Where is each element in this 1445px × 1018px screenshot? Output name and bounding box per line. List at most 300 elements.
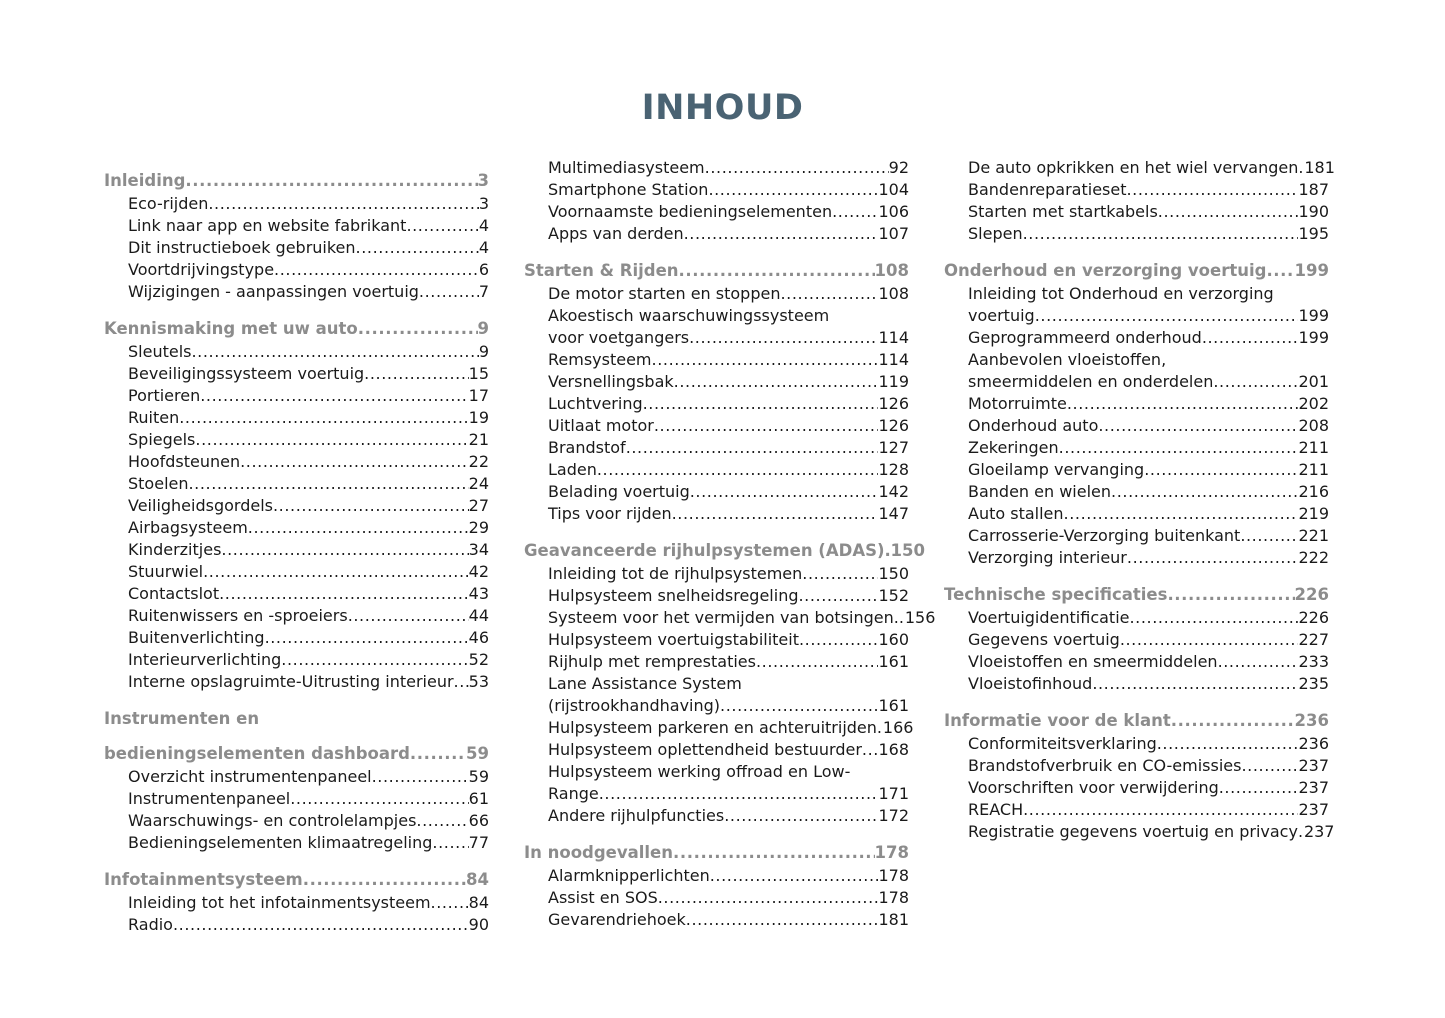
toc-entry[interactable] bbox=[104, 363, 489, 385]
toc-entry[interactable] bbox=[104, 215, 489, 237]
toc-entry[interactable] bbox=[524, 563, 909, 585]
dot-leader bbox=[240, 451, 469, 473]
entry-page-number: 199 bbox=[1298, 306, 1329, 325]
toc-entry[interactable] bbox=[944, 179, 1329, 201]
toc-entry[interactable] bbox=[524, 585, 909, 607]
toc-entry[interactable] bbox=[524, 887, 909, 909]
toc-entry[interactable] bbox=[944, 459, 1329, 481]
section-title: Geavanceerde rijhulpsystemen (ADAS) bbox=[524, 541, 885, 560]
toc-continued-items bbox=[944, 157, 1335, 245]
entry-label: Systeem voor het vermijden van botsingen. bbox=[548, 608, 899, 627]
toc-entry[interactable] bbox=[524, 717, 914, 739]
toc-continued-items bbox=[524, 157, 909, 245]
dot-leader bbox=[358, 319, 478, 338]
section-page-number: 178 bbox=[874, 843, 909, 862]
toc-section-heading[interactable] bbox=[104, 311, 489, 341]
toc-entry[interactable] bbox=[524, 481, 909, 503]
dot-leader bbox=[281, 649, 468, 671]
dot-leader bbox=[599, 783, 879, 805]
dot-leader bbox=[454, 671, 469, 693]
toc-entry-line: Hulpsysteem werking offroad en Low- bbox=[548, 762, 851, 781]
entry-label: Range bbox=[548, 784, 599, 803]
toc-entry[interactable] bbox=[524, 179, 909, 201]
toc-entry[interactable] bbox=[944, 733, 1329, 755]
section-title: Onderhoud en verzorging voertuig bbox=[944, 261, 1267, 280]
toc-entry[interactable] bbox=[104, 495, 489, 517]
entry-label: Buitenverlichting bbox=[128, 628, 265, 647]
entry-page-number: 24 bbox=[468, 474, 489, 493]
toc-entry[interactable] bbox=[524, 865, 909, 887]
entry-label: Verzorging interieur bbox=[968, 548, 1127, 567]
toc-entry[interactable] bbox=[104, 627, 489, 649]
dot-leader bbox=[643, 393, 879, 415]
entry-page-number: 178 bbox=[878, 888, 909, 907]
dot-leader bbox=[191, 341, 478, 363]
entry-page-number: 195 bbox=[1298, 224, 1329, 243]
entry-label: Smartphone Station bbox=[548, 180, 709, 199]
dot-leader bbox=[273, 495, 469, 517]
entry-page-number: 150 bbox=[878, 564, 909, 583]
toc-entry[interactable] bbox=[524, 437, 909, 459]
toc-entry[interactable] bbox=[944, 305, 1329, 327]
entry-page-number: 235 bbox=[1298, 674, 1329, 693]
dot-leader bbox=[756, 651, 878, 673]
entry-label: Waarschuwings- en controlelampjes bbox=[128, 811, 417, 830]
entry-page-number: 152 bbox=[878, 586, 909, 605]
entry-page-number: 227 bbox=[1298, 630, 1329, 649]
toc-entry[interactable] bbox=[944, 437, 1329, 459]
entry-page-number: 171 bbox=[878, 784, 909, 803]
entry-page-number: 119 bbox=[878, 372, 909, 391]
toc-entry[interactable] bbox=[944, 651, 1329, 673]
dot-leader bbox=[416, 810, 468, 832]
toc-entry[interactable] bbox=[524, 783, 909, 805]
toc-entry[interactable] bbox=[104, 766, 489, 788]
entry-page-number: 221 bbox=[1298, 526, 1329, 545]
dot-leader bbox=[1092, 673, 1298, 695]
toc-entry[interactable] bbox=[524, 459, 909, 481]
dot-leader bbox=[799, 629, 878, 651]
entry-label: Ruiten bbox=[128, 408, 180, 427]
toc-entry[interactable] bbox=[524, 349, 909, 371]
entry-page-number: 181 bbox=[878, 910, 909, 929]
entry-label: Stuurwiel bbox=[128, 562, 204, 581]
entry-page-number: 172 bbox=[878, 806, 909, 825]
dot-leader bbox=[1167, 585, 1294, 604]
dot-leader bbox=[185, 171, 477, 190]
toc-entry[interactable] bbox=[944, 503, 1329, 525]
entry-label: Starten met startkabels bbox=[968, 202, 1158, 221]
entry-page-number: 178 bbox=[878, 866, 909, 885]
dot-leader bbox=[372, 766, 469, 788]
toc-entry[interactable] bbox=[944, 327, 1329, 349]
dot-leader bbox=[1067, 393, 1299, 415]
toc-section-heading[interactable] bbox=[944, 253, 1329, 283]
toc-section-heading[interactable] bbox=[944, 703, 1329, 733]
dot-leader bbox=[410, 744, 466, 763]
dot-leader bbox=[1158, 201, 1299, 223]
entry-label: Carrosserie-Verzorging buitenkant bbox=[968, 526, 1241, 545]
entry-label: Airbagsysteem bbox=[128, 518, 248, 537]
entry-label: REACH bbox=[968, 800, 1024, 819]
entry-page-number: 237 bbox=[1298, 756, 1329, 775]
toc-entry[interactable] bbox=[104, 385, 489, 407]
entry-page-number: 126 bbox=[878, 394, 909, 413]
entry-page-number: 127 bbox=[878, 438, 909, 457]
dot-leader bbox=[1171, 711, 1295, 730]
entry-page-number: 21 bbox=[468, 430, 489, 449]
entry-page-number: 92 bbox=[888, 158, 909, 177]
dot-leader bbox=[802, 563, 878, 585]
dot-leader bbox=[219, 583, 469, 605]
dot-leader bbox=[290, 788, 468, 810]
toc-entry-line: Lane Assistance System bbox=[548, 674, 742, 693]
entry-label: Ruitenwissers en -sproeiers bbox=[128, 606, 348, 625]
entry-label: Dit instructieboek gebruiken bbox=[128, 238, 356, 257]
toc-section-heading[interactable] bbox=[524, 533, 925, 563]
entry-label: Hoofdsteunen bbox=[128, 452, 241, 471]
toc-entry[interactable] bbox=[944, 415, 1329, 437]
entry-label: Link naar app en website fabrikant bbox=[128, 216, 407, 235]
dot-leader bbox=[690, 481, 879, 503]
entry-page-number: 201 bbox=[1298, 372, 1329, 391]
toc-entry[interactable] bbox=[944, 201, 1329, 223]
entry-page-number: 7 bbox=[478, 282, 489, 301]
toc-entry[interactable] bbox=[524, 223, 909, 245]
section-page-number: 226 bbox=[1294, 585, 1329, 604]
toc-entry[interactable] bbox=[944, 223, 1329, 245]
entry-page-number: 106 bbox=[878, 202, 909, 221]
toc-entry[interactable] bbox=[524, 695, 909, 717]
toc-entry[interactable] bbox=[524, 371, 909, 393]
dot-leader bbox=[189, 473, 469, 495]
toc-entry[interactable] bbox=[104, 429, 489, 451]
entry-label: Instrumentenpaneel bbox=[128, 789, 291, 808]
toc-entry[interactable] bbox=[104, 671, 489, 693]
entry-label: Geprogrammeerd onderhoud bbox=[968, 328, 1202, 347]
entry-label: voor voetgangers bbox=[548, 328, 690, 347]
toc-entry[interactable] bbox=[524, 629, 909, 651]
toc-entry[interactable] bbox=[104, 517, 489, 539]
toc-section bbox=[944, 577, 1329, 695]
entry-page-number: 52 bbox=[468, 650, 489, 669]
dot-leader bbox=[1111, 481, 1298, 503]
entry-page-number: 43 bbox=[468, 584, 489, 603]
section-page-number: 236 bbox=[1294, 711, 1329, 730]
dot-leader bbox=[689, 327, 878, 349]
entry-page-number: 42 bbox=[468, 562, 489, 581]
dot-leader bbox=[832, 201, 878, 223]
entry-label: Overzicht instrumentenpaneel bbox=[128, 767, 372, 786]
toc-entry[interactable] bbox=[104, 832, 489, 854]
entry-label: Remsysteem bbox=[548, 350, 652, 369]
toc-entry[interactable] bbox=[104, 649, 489, 671]
entry-page-number: 9 bbox=[478, 342, 489, 361]
toc-column-3 bbox=[944, 157, 1335, 843]
toc-section bbox=[104, 862, 489, 936]
entry-label: Portieren bbox=[128, 386, 201, 405]
entry-label: Eco-rijden bbox=[128, 194, 209, 213]
entry-label: Slepen bbox=[968, 224, 1023, 243]
entry-page-number: 3 bbox=[478, 194, 489, 213]
entry-page-number: 211 bbox=[1298, 460, 1329, 479]
toc-section-heading[interactable] bbox=[104, 862, 489, 892]
entry-label: Onderhoud auto bbox=[968, 416, 1099, 435]
entry-label: Brandstofverbruik en CO-emissies bbox=[968, 756, 1242, 775]
toc-entry[interactable] bbox=[104, 583, 489, 605]
section-title: Kennismaking met uw auto bbox=[104, 319, 358, 338]
toc-entry[interactable] bbox=[104, 914, 489, 936]
dot-leader bbox=[1218, 651, 1299, 673]
entry-page-number: 233 bbox=[1298, 652, 1329, 671]
entry-page-number: 168 bbox=[878, 740, 909, 759]
entry-label: Vloeistoffen en smeermiddelen bbox=[968, 652, 1218, 671]
entry-label: Uitlaat motor bbox=[548, 416, 654, 435]
toc-section-heading[interactable] bbox=[104, 736, 489, 766]
dot-leader bbox=[780, 283, 878, 305]
section-page-number: 3 bbox=[477, 171, 489, 190]
entry-page-number: 216 bbox=[1298, 482, 1329, 501]
toc-entry[interactable] bbox=[944, 821, 1335, 843]
entry-label: Wijzigingen - aanpassingen voertuig bbox=[128, 282, 419, 301]
section-page-number: 108 bbox=[874, 261, 909, 280]
entry-label: Banden en wielen bbox=[968, 482, 1112, 501]
entry-page-number: 128 bbox=[878, 460, 909, 479]
toc-entry[interactable] bbox=[944, 607, 1329, 629]
entry-page-number: 222 bbox=[1298, 548, 1329, 567]
dot-leader bbox=[1202, 327, 1299, 349]
toc-entry[interactable] bbox=[104, 605, 489, 627]
toc-entry[interactable] bbox=[944, 629, 1329, 651]
entry-page-number: 156 bbox=[904, 608, 936, 627]
toc-section-heading[interactable] bbox=[104, 163, 489, 193]
entry-page-number: 104 bbox=[878, 180, 909, 199]
entry-label: smeermiddelen en onderdelen bbox=[968, 372, 1214, 391]
entry-label: Gegevens voertuig bbox=[968, 630, 1120, 649]
dot-leader bbox=[705, 157, 889, 179]
dot-leader bbox=[1127, 179, 1299, 201]
entry-page-number: 77 bbox=[468, 833, 489, 852]
toc-entry[interactable] bbox=[104, 341, 489, 363]
dot-leader bbox=[1120, 629, 1299, 651]
toc-entry-line: Aanbevolen vloeistoffen, bbox=[968, 350, 1167, 369]
dot-leader bbox=[626, 437, 879, 459]
toc-entry[interactable] bbox=[944, 799, 1329, 821]
toc-entry[interactable] bbox=[944, 673, 1329, 695]
entry-label: Alarmknipperlichten bbox=[548, 866, 710, 885]
dot-leader bbox=[654, 415, 879, 437]
entry-label: Inleiding tot de rijhulpsystemen bbox=[548, 564, 803, 583]
entry-page-number: 126 bbox=[878, 416, 909, 435]
dot-leader bbox=[1098, 415, 1298, 437]
entry-label: Hulpsysteem oplettendheid bestuurder bbox=[548, 740, 862, 759]
entry-label: Interieurverlichting bbox=[128, 650, 282, 669]
dot-leader bbox=[173, 914, 469, 936]
entry-label: Voornaamste bedieningselementen bbox=[548, 202, 833, 221]
entry-page-number: 34 bbox=[468, 540, 489, 559]
toc-section bbox=[524, 533, 936, 827]
entry-page-number: 17 bbox=[468, 386, 489, 405]
section-page-number: 150 bbox=[890, 541, 925, 560]
toc-section bbox=[944, 253, 1329, 569]
entry-page-number: 22 bbox=[468, 452, 489, 471]
entry-label: Registratie gegevens voertuig en privacy bbox=[968, 822, 1298, 841]
entry-label: Radio bbox=[128, 915, 173, 934]
toc-entry[interactable] bbox=[104, 259, 489, 281]
entry-label: Vloeistofinhoud bbox=[968, 674, 1093, 693]
toc-section-heading[interactable] bbox=[524, 835, 909, 865]
toc-entry[interactable] bbox=[104, 561, 489, 583]
toc-entry[interactable] bbox=[104, 281, 489, 303]
entry-page-number: 237 bbox=[1303, 822, 1335, 841]
entry-label: Zekeringen bbox=[968, 438, 1059, 457]
dot-leader bbox=[1240, 525, 1298, 547]
entry-page-number: 59 bbox=[468, 767, 489, 786]
section-title-line bbox=[104, 701, 489, 731]
dot-leader bbox=[1241, 755, 1298, 777]
entry-page-number: 27 bbox=[468, 496, 489, 515]
entry-page-number: 6 bbox=[478, 260, 489, 279]
entry-label: Tips voor rijden bbox=[548, 504, 672, 523]
section-title: Starten & Rijden bbox=[524, 261, 679, 280]
toc-entry[interactable] bbox=[104, 539, 489, 561]
toc-entry[interactable] bbox=[104, 788, 489, 810]
toc-section-heading[interactable] bbox=[944, 577, 1329, 607]
dot-leader bbox=[432, 832, 468, 854]
toc-entry[interactable] bbox=[104, 451, 489, 473]
entry-label: De motor starten en stoppen bbox=[548, 284, 781, 303]
toc-entry[interactable] bbox=[104, 237, 489, 259]
section-page-number: 9 bbox=[477, 319, 489, 338]
toc-section-heading[interactable] bbox=[524, 253, 909, 283]
entry-label: De auto opkrikken en het wiel vervangen bbox=[968, 158, 1299, 177]
section-title: Infotainmentsysteem bbox=[104, 870, 303, 889]
dot-leader bbox=[673, 843, 875, 862]
toc-section bbox=[944, 703, 1335, 843]
entry-label: voertuig bbox=[968, 306, 1035, 325]
toc-entry[interactable] bbox=[524, 415, 909, 437]
entry-page-number: 190 bbox=[1298, 202, 1329, 221]
dot-leader bbox=[684, 223, 879, 245]
dot-leader bbox=[1213, 371, 1298, 393]
entry-label: Hulpsysteem parkeren en achteruitrijden bbox=[548, 718, 877, 737]
section-page-number: 199 bbox=[1294, 261, 1329, 280]
entry-page-number: 114 bbox=[878, 328, 909, 347]
toc-entry[interactable] bbox=[524, 739, 909, 761]
entry-page-number: 181 bbox=[1304, 158, 1335, 177]
toc-entry[interactable] bbox=[944, 481, 1329, 503]
toc-entry[interactable] bbox=[104, 810, 489, 832]
dot-leader bbox=[419, 281, 479, 303]
entry-page-number: 107 bbox=[878, 224, 909, 243]
dot-leader bbox=[1266, 261, 1294, 280]
entry-label: Contactslot bbox=[128, 584, 220, 603]
toc-entry[interactable] bbox=[524, 607, 936, 629]
dot-leader bbox=[724, 805, 878, 827]
entry-label: Conformiteitsverklaring bbox=[968, 734, 1157, 753]
toc-entry-line: Inleiding tot Onderhoud en verzorging bbox=[968, 284, 1274, 303]
entry-label: Hulpsysteem voertuigstabiliteit bbox=[548, 630, 799, 649]
dot-leader bbox=[364, 363, 468, 385]
entry-page-number: 211 bbox=[1298, 438, 1329, 457]
toc-entry[interactable] bbox=[944, 525, 1329, 547]
entry-page-number: 61 bbox=[468, 789, 489, 808]
entry-page-number: 90 bbox=[468, 915, 489, 934]
toc-section bbox=[524, 253, 909, 525]
entry-page-number: 147 bbox=[878, 504, 909, 523]
entry-page-number: 199 bbox=[1298, 328, 1329, 347]
dot-leader bbox=[431, 892, 469, 914]
entry-page-number: 161 bbox=[878, 696, 909, 715]
toc-entry[interactable] bbox=[944, 393, 1329, 415]
entry-page-number: 19 bbox=[468, 408, 489, 427]
toc-entry[interactable] bbox=[524, 327, 909, 349]
dot-leader bbox=[686, 909, 879, 931]
toc-entry[interactable] bbox=[944, 157, 1335, 179]
dot-leader bbox=[1219, 777, 1299, 799]
entry-label: Hulpsysteem snelheidsregeling bbox=[548, 586, 799, 605]
toc-entry[interactable] bbox=[104, 473, 489, 495]
entry-label: Beveiligingssysteem voertuig bbox=[128, 364, 365, 383]
dot-leader bbox=[203, 561, 469, 583]
toc-entry[interactable] bbox=[524, 503, 909, 525]
entry-page-number: 53 bbox=[468, 672, 489, 691]
dot-leader bbox=[672, 503, 879, 525]
dot-leader bbox=[720, 695, 878, 717]
entry-page-number: 108 bbox=[878, 284, 909, 303]
toc-entry[interactable] bbox=[104, 193, 489, 215]
dot-leader bbox=[652, 349, 879, 371]
dot-leader bbox=[265, 627, 469, 649]
entry-page-number: 15 bbox=[468, 364, 489, 383]
dot-leader bbox=[862, 739, 879, 761]
toc-entry[interactable] bbox=[944, 755, 1329, 777]
toc-entry[interactable] bbox=[104, 407, 489, 429]
entry-label: Kinderzitjes bbox=[128, 540, 222, 559]
entry-label: Multimediasysteem bbox=[548, 158, 705, 177]
toc-entry[interactable] bbox=[104, 892, 489, 914]
dot-leader bbox=[1035, 305, 1299, 327]
toc-entry[interactable] bbox=[944, 777, 1329, 799]
toc-entry-line: Akoestisch waarschuwingssysteem bbox=[548, 306, 830, 325]
toc-entry[interactable] bbox=[524, 909, 909, 931]
toc-entry[interactable] bbox=[524, 805, 909, 827]
dot-leader bbox=[1023, 223, 1299, 245]
entry-label: Gevarendriehoek bbox=[548, 910, 686, 929]
entry-label: Bedieningselementen klimaatregeling bbox=[128, 833, 433, 852]
section-title: Inleiding bbox=[104, 171, 186, 190]
dot-leader bbox=[708, 179, 878, 201]
entry-label: Voorschriften voor verwijdering bbox=[968, 778, 1219, 797]
entry-page-number: 226 bbox=[1298, 608, 1329, 627]
toc-entry[interactable] bbox=[944, 547, 1329, 569]
dot-leader bbox=[406, 215, 478, 237]
dot-leader bbox=[710, 865, 879, 887]
entry-label: Voortdrijvingstype bbox=[128, 260, 275, 279]
entry-page-number: 187 bbox=[1298, 180, 1329, 199]
toc-entry[interactable] bbox=[524, 157, 909, 179]
dot-leader bbox=[348, 605, 469, 627]
dot-leader bbox=[674, 371, 879, 393]
dot-leader bbox=[274, 259, 479, 281]
entry-label: Luchtvering bbox=[548, 394, 643, 413]
dot-leader bbox=[221, 539, 468, 561]
toc-entry[interactable] bbox=[524, 201, 909, 223]
toc-entry[interactable] bbox=[524, 393, 909, 415]
toc-entry[interactable] bbox=[524, 283, 909, 305]
toc-entry[interactable] bbox=[944, 371, 1329, 393]
toc-entry[interactable] bbox=[524, 651, 909, 673]
